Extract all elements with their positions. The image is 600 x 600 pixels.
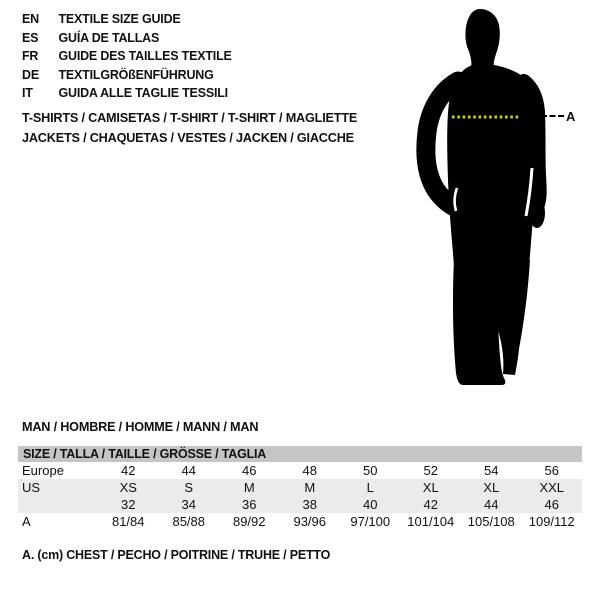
size-cell: M xyxy=(304,480,316,495)
size-cell: 93/96 xyxy=(293,514,327,529)
row-label: US xyxy=(22,480,41,495)
size-cell: M xyxy=(243,480,255,495)
language-row-de xyxy=(22,66,232,85)
man-silhouette xyxy=(410,8,560,386)
size-cell: 109/112 xyxy=(528,514,575,529)
size-cell: 44 xyxy=(181,463,196,478)
size-cell: 89/92 xyxy=(232,514,266,529)
table-row-europe xyxy=(18,462,582,479)
language-text: TEXTILE SIZE GUIDE xyxy=(58,11,181,26)
size-cell: 38 xyxy=(302,497,317,512)
product-line-jackets: JACKETS / CHAQUETAS / VESTES / JACKEN / GIACCHE xyxy=(22,129,354,145)
measurement-label-a: A xyxy=(566,109,576,124)
size-cell: 81/84 xyxy=(111,514,145,529)
language-row-en xyxy=(22,10,232,29)
section-title-man: MAN / HOMBRE / HOMME / MANN / MAN xyxy=(22,419,259,434)
product-categories xyxy=(22,108,357,147)
size-cell: 97/100 xyxy=(350,514,391,529)
size-cell: 32 xyxy=(121,497,136,512)
size-table-header: SIZE / TALLA / TAILLE / GRÖSSE / TAGLIA xyxy=(18,446,582,462)
language-code: IT xyxy=(22,85,33,101)
language-text: GUIDA ALLE TAGLIE TESSILI xyxy=(58,85,228,101)
size-table xyxy=(18,446,582,530)
silhouette-head xyxy=(465,9,499,69)
language-row-it xyxy=(22,84,232,103)
language-code: FR xyxy=(22,48,39,64)
language-text: GUÍA DE TALLAS xyxy=(58,29,160,45)
measurement-leader-line xyxy=(541,115,564,117)
size-cell: XS xyxy=(119,480,137,495)
size-cell: XL xyxy=(422,480,439,495)
language-text: TEXTILGRÖßENFÜHRUNG xyxy=(58,66,214,82)
size-cell: 101/104 xyxy=(407,514,455,529)
size-cell: 50 xyxy=(363,463,378,478)
size-cell: 44 xyxy=(484,497,499,512)
size-cell: 42 xyxy=(423,497,438,512)
size-cell: 42 xyxy=(121,463,136,478)
size-cell: 105/108 xyxy=(467,514,515,529)
table-row-chest-a xyxy=(18,513,582,530)
language-code: DE xyxy=(22,66,39,82)
product-line-tshirts: T-SHIRTS / CAMISETAS / T-SHIRT / T-SHIRT / MAGLIETTE xyxy=(22,110,358,125)
row-label: A xyxy=(22,514,31,529)
size-cell: XXL xyxy=(539,480,565,495)
size-cell: 36 xyxy=(242,497,257,512)
language-row-fr xyxy=(22,47,232,66)
size-cell: 46 xyxy=(242,463,257,478)
row-label: Europe xyxy=(22,463,64,478)
size-cell: 40 xyxy=(363,497,378,512)
size-cell: 48 xyxy=(302,463,317,478)
size-cell: XL xyxy=(483,480,500,495)
chest-footnote: A. (cm) CHEST / PECHO / POITRINE / TRUHE / PETTO xyxy=(22,547,331,562)
language-text: GUIDE DES TAILLES TEXTILE xyxy=(58,48,232,64)
language-row-es xyxy=(22,29,232,48)
size-cell: 52 xyxy=(423,463,438,478)
size-cell: 56 xyxy=(544,463,559,478)
table-row-international xyxy=(18,496,582,513)
size-cell: 46 xyxy=(544,497,559,512)
language-list xyxy=(22,10,232,103)
size-cell: L xyxy=(366,480,374,495)
table-row-us xyxy=(18,479,582,496)
language-code: ES xyxy=(22,29,39,45)
silhouette-torso xyxy=(447,63,538,266)
size-cell: 85/88 xyxy=(172,514,206,529)
language-code: EN xyxy=(22,11,39,26)
size-cell: S xyxy=(184,480,194,495)
size-cell: 34 xyxy=(181,497,196,512)
size-cell: 54 xyxy=(484,463,499,478)
row-label xyxy=(18,496,98,513)
